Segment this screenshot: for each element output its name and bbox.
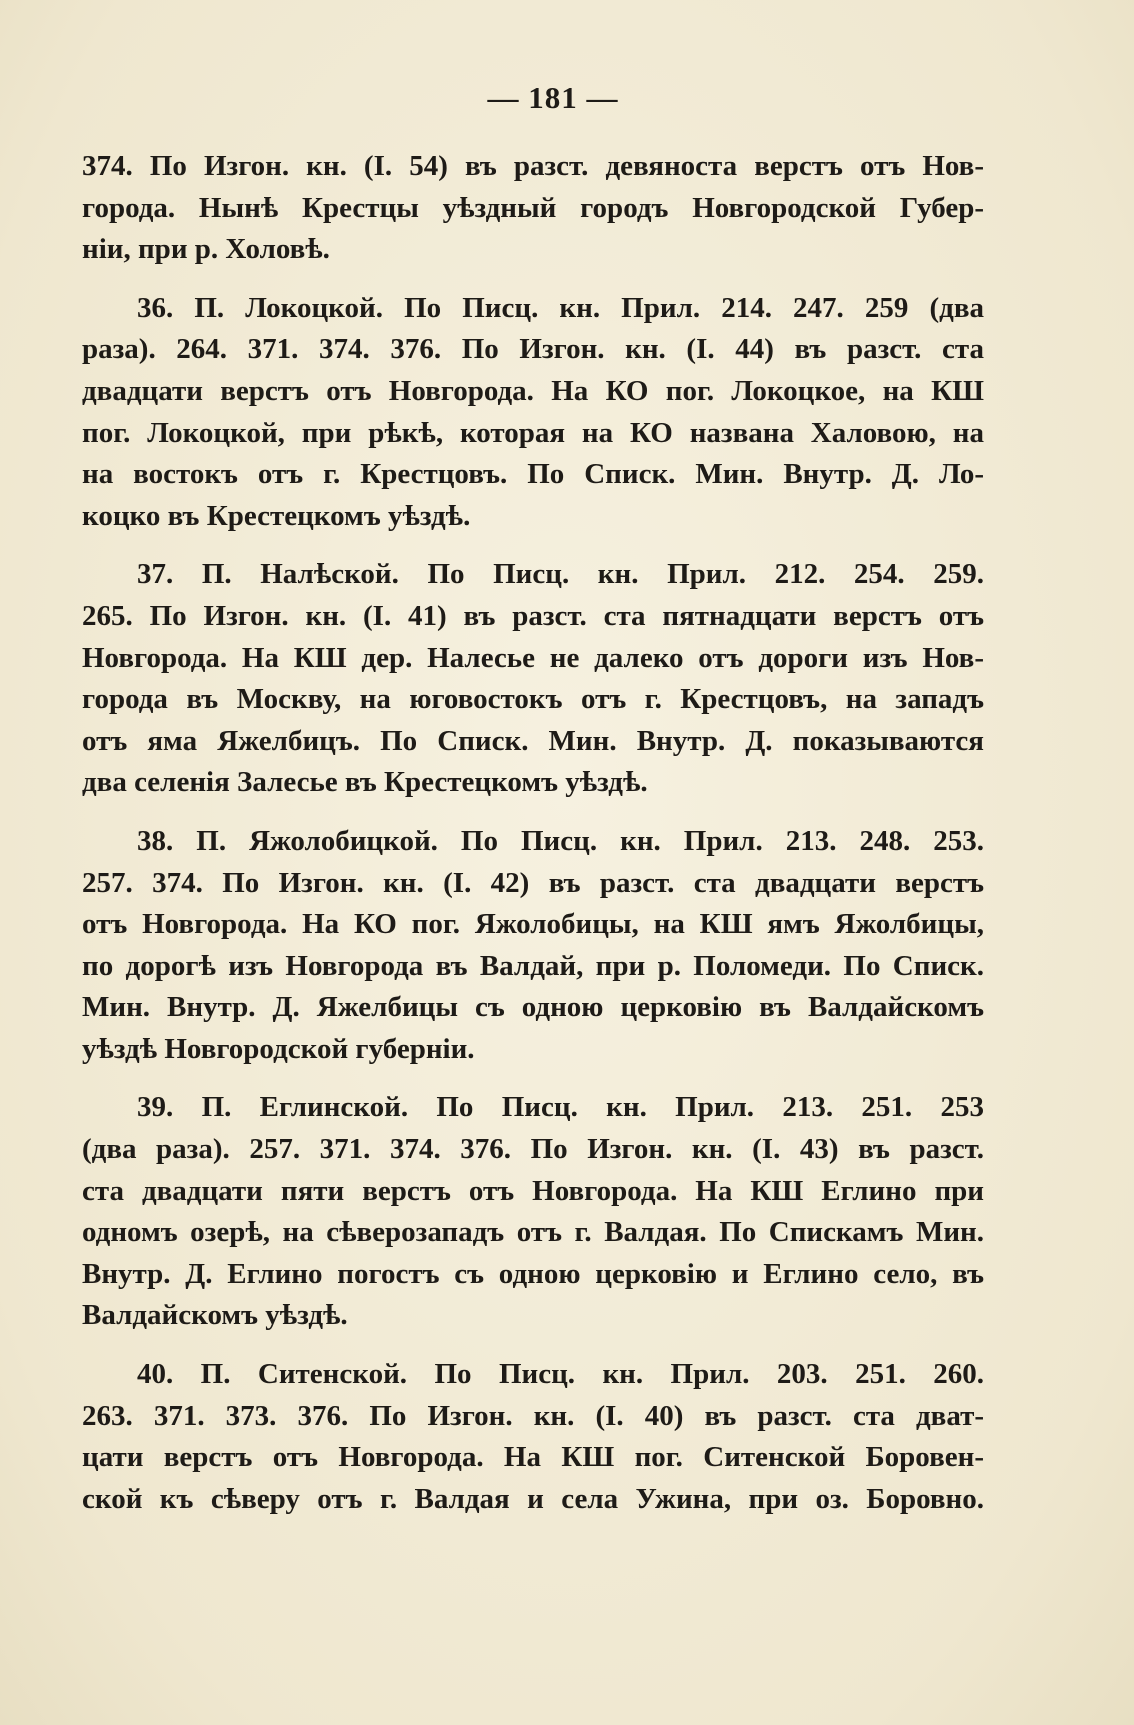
text-line: ской къ сѣверу отъ г. Валдая и села Ужина, при оз. Боровно. [82,1482,984,1515]
text-line: 374. По Изгон. кн. (І. 54) въ разст. девяноста верстъ отъ Нов- [82,150,984,182]
text-line: Валдайскомъ уѣздѣ. [82,1299,348,1332]
text-line: пог. Локоцкой, при рѣкѣ, которая на КО названа Халовою, на [82,416,984,449]
text-line: двадцати верстъ отъ Новгорода. На КО пог. Локоцкое, на КШ [82,374,984,407]
text-line: отъ яма Яжелбицъ. По Списк. Мин. Внутр. Д. показываются [82,724,984,757]
text-line: одномъ озерѣ, на сѣверозападъ отъ г. Валдая. По Спискамъ Мин. [82,1216,984,1249]
text-line: цати верстъ отъ Новгорода. На КШ пог. Ситенской Боровен- [82,1441,984,1474]
text-line: Внутр. Д. Еглино погостъ съ одною церковію и Еглино село, въ [82,1257,984,1290]
paragraph-continued [82,146,984,271]
text-line: на востокъ отъ г. Крестцовъ. По Списк. Мин. Внутр. Д. Ло- [82,458,984,491]
text-line: 263. 371. 373. 376. По Изгон. кн. (І. 40) въ разст. ста дват- [82,1399,984,1432]
text-line: Мин. Внутр. Д. Яжелбицы съ одною церковію въ Валдайскомъ [82,991,984,1024]
text-line: (два раза). 257. 371. 374. 376. По Изгон. кн. (І. 43) въ разст. [82,1133,984,1166]
entry-37 [82,554,984,804]
text-line: города. Нынѣ Крестцы уѣздный городъ Новгородской Губер- [82,191,984,224]
text-line: коцко въ Крестецкомъ уѣздѣ. [82,499,471,532]
text-line: отъ Новгорода. На КО пог. Яжолобицы, на КШ ямъ Яжолбицы, [82,908,984,941]
text-line: ста двадцати пяти верстъ отъ Новгорода. На КШ Еглино при [82,1174,984,1207]
entry-39 [82,1087,984,1337]
text-line: 39. П. Еглинской. По Писц. кн. Прил. 213. 251. 253 [137,1091,984,1124]
text-line: 37. П. Налѣской. По Писц. кн. Прил. 212. 254. 259. [137,558,984,591]
text-line: 40. П. Ситенской. По Писц. кн. Прил. 203. 251. 260. [137,1358,984,1391]
text-line: уѣздѣ Новгородской губерніи. [82,1032,475,1065]
entry-40 [82,1354,984,1520]
entry-38 [82,821,984,1071]
text-line: Новгорода. На КШ дер. Налесье не далеко отъ дороги изъ Нов- [82,641,984,674]
entry-36 [82,288,984,538]
text-line: 36. П. Локоцкой. По Писц. кн. Прил. 214. 247. 259 (два [137,291,984,324]
text-line: 265. По Изгон. кн. (І. 41) въ разст. ста пятнадцати верстъ отъ [82,599,984,632]
text-line: 38. П. Яжолобицкой. По Писц. кн. Прил. 213. 248. 253. [137,824,984,857]
text-line: два селенія Залесье въ Крестецкомъ уѣздѣ. [82,766,648,799]
text-line: раза). 264. 371. 374. 376. По Изгон. кн. (І. 44) въ разст. ста [82,333,984,366]
text-line: города въ Москву, на юговостокъ отъ г. Крестцовъ, на западъ [82,683,984,716]
page-number: — 181 — [487,80,619,115]
page-body [82,146,984,1520]
text-line: 257. 374. По Изгон. кн. (І. 42) въ разст. ста двадцати верстъ [82,866,984,899]
text-line: ніи, при р. Холовѣ. [82,233,330,266]
text-line: по дорогѣ изъ Новгорода въ Валдай, при р. Поломеди. По Списк. [82,949,984,982]
